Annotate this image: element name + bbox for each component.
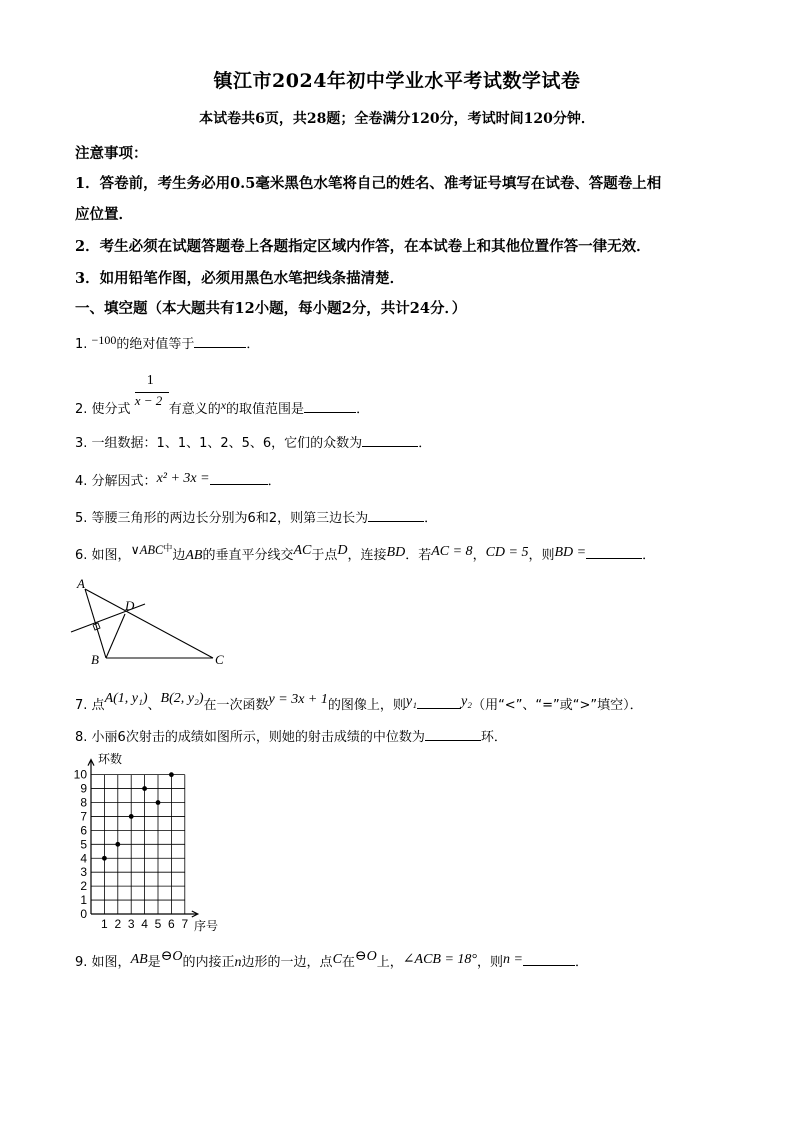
question-2: 2. 使分式 $\frac{1}{x - 2}$ 有意义的x的取值范围是 ．: [75, 373, 370, 417]
answer-blank[interactable]: [368, 509, 424, 522]
chart-data-point: [169, 772, 174, 777]
chart-y-tick-label: 4: [80, 851, 87, 866]
chart-x-tick-label: 1: [101, 917, 108, 931]
chart-x-axis-label: 序号: [194, 919, 219, 933]
answer-blank[interactable]: [210, 472, 268, 485]
question-number: 5.: [75, 511, 88, 526]
chart-y-axis-label: 环数: [98, 752, 123, 766]
chart-y-tick-label: 8: [80, 795, 87, 810]
question-number: 9.: [75, 955, 88, 970]
chart-y-tick-label: 9: [80, 781, 87, 796]
answer-blank[interactable]: [425, 728, 481, 741]
chart-y-tick-label: 7: [80, 809, 87, 824]
note-item-3: 3．如用铅笔作图，必须用黑色水笔把线条描清楚．: [75, 270, 405, 287]
chart-data-point: [129, 814, 134, 819]
question-5: 5. 等腰三角形的两边长分别为6和2，则第三边长为 ．: [75, 511, 438, 526]
chart-y-tick-label: 0: [80, 907, 87, 921]
question-7: 7. 点A(1, y₁)、B(2, y₂)在一次函数y = 3x + 1的图像上，则y₁ y₂（用“<”、“=”或“>”填空）．: [75, 691, 643, 713]
question-6: 6. 如图，$\vee ABC^中$边AB的垂直平分线交AC于点D，连接BD．若AC = 8，CD = 5，则BD = ．: [75, 543, 656, 563]
chart-data-point: [115, 842, 120, 847]
chart-y-tick-label: 6: [80, 823, 87, 838]
answer-blank[interactable]: [417, 696, 461, 709]
answer-blank[interactable]: [362, 434, 418, 447]
shooting-score-chart: [70, 746, 230, 934]
triangle-figure: [65, 574, 235, 670]
chart-y-tick-label: 1: [80, 893, 87, 908]
label-b: B: [91, 652, 99, 667]
segment-ac: [85, 589, 213, 658]
exam-title: 镇江市2024年初中学业水平考试数学试卷: [213, 70, 581, 92]
math-expression: −100: [91, 333, 117, 347]
question-1: 1. −100的绝对值等于 ．: [75, 333, 260, 352]
math-expression: x² + 3x =: [156, 471, 210, 486]
answer-blank[interactable]: [523, 953, 575, 966]
question-number: 1.: [75, 337, 88, 352]
question-8: 8. 小丽6次射击的成绩如图所示，则她的射击成绩的中位数为 环．: [75, 730, 507, 745]
note-item-1-line-2: 应位置．: [75, 206, 133, 223]
label-d: D: [125, 598, 135, 613]
question-number: 6.: [75, 548, 88, 563]
answer-blank[interactable]: [194, 335, 246, 348]
exam-subtitle: 本试卷共6页，共28题；全卷满分120分，考试时间120分钟．: [199, 111, 595, 127]
chart-x-tick-label: 2: [114, 917, 122, 931]
note-item-2: 2．考生必须在试题答题卷上各题指定区域内作答，在本试卷上和其他位置作答一律无效．: [75, 238, 651, 255]
label-c: C: [215, 652, 224, 667]
chart-data-point: [102, 856, 107, 861]
chart-y-tick-label: 3: [80, 865, 87, 880]
chart-x-tick-label: 7: [181, 917, 189, 931]
segment-ab: [85, 589, 106, 658]
question-9: 9. 如图，AB是⊖O的内接正n边形的一边，点C在⊖O上，∠ACB = 18°，则n = ．: [75, 949, 588, 970]
fraction-numerator: 1: [146, 373, 154, 388]
section-1-heading: 一、填空题（本大题共有12小题，每小题2分，共计24分．）: [75, 300, 467, 317]
question-number: 8.: [75, 730, 88, 745]
question-3: 3. 一组数据：1、1、1、2、5、6，它们的众数为 ．: [75, 436, 432, 451]
chart-x-tick-label: 5: [154, 917, 162, 931]
chart-data-point: [156, 800, 161, 805]
chart-x-tick-label: 4: [141, 917, 148, 931]
notes-heading: 注意事项：: [75, 145, 148, 162]
segment-bd: [106, 614, 125, 658]
question-number: 7.: [75, 698, 88, 713]
note-item-1-line-1: 1．答卷前，考生务必用0.5毫米黑色水笔将自己的姓名、准考证号填写在试卷、答题卷上相: [75, 175, 662, 192]
chart-x-tick-label: 6: [168, 917, 175, 931]
answer-blank[interactable]: [304, 400, 356, 413]
question-number: 4.: [75, 474, 88, 489]
question-number: 3.: [75, 436, 88, 451]
chart-x-tick-label: 3: [127, 917, 135, 931]
chart-data-point: [142, 786, 147, 791]
chart-y-tick-label: 5: [80, 837, 87, 852]
chart-y-tick-label: 2: [80, 879, 87, 894]
answer-blank[interactable]: [586, 546, 642, 559]
question-number: 2.: [75, 402, 88, 417]
chart-y-tick-label: 10: [73, 767, 87, 782]
label-a: A: [77, 576, 85, 591]
fraction-denominator: x − 2: [134, 393, 163, 408]
fraction: [134, 373, 169, 413]
question-4: 4. 分解因式：x² + 3x = ．: [75, 471, 281, 489]
